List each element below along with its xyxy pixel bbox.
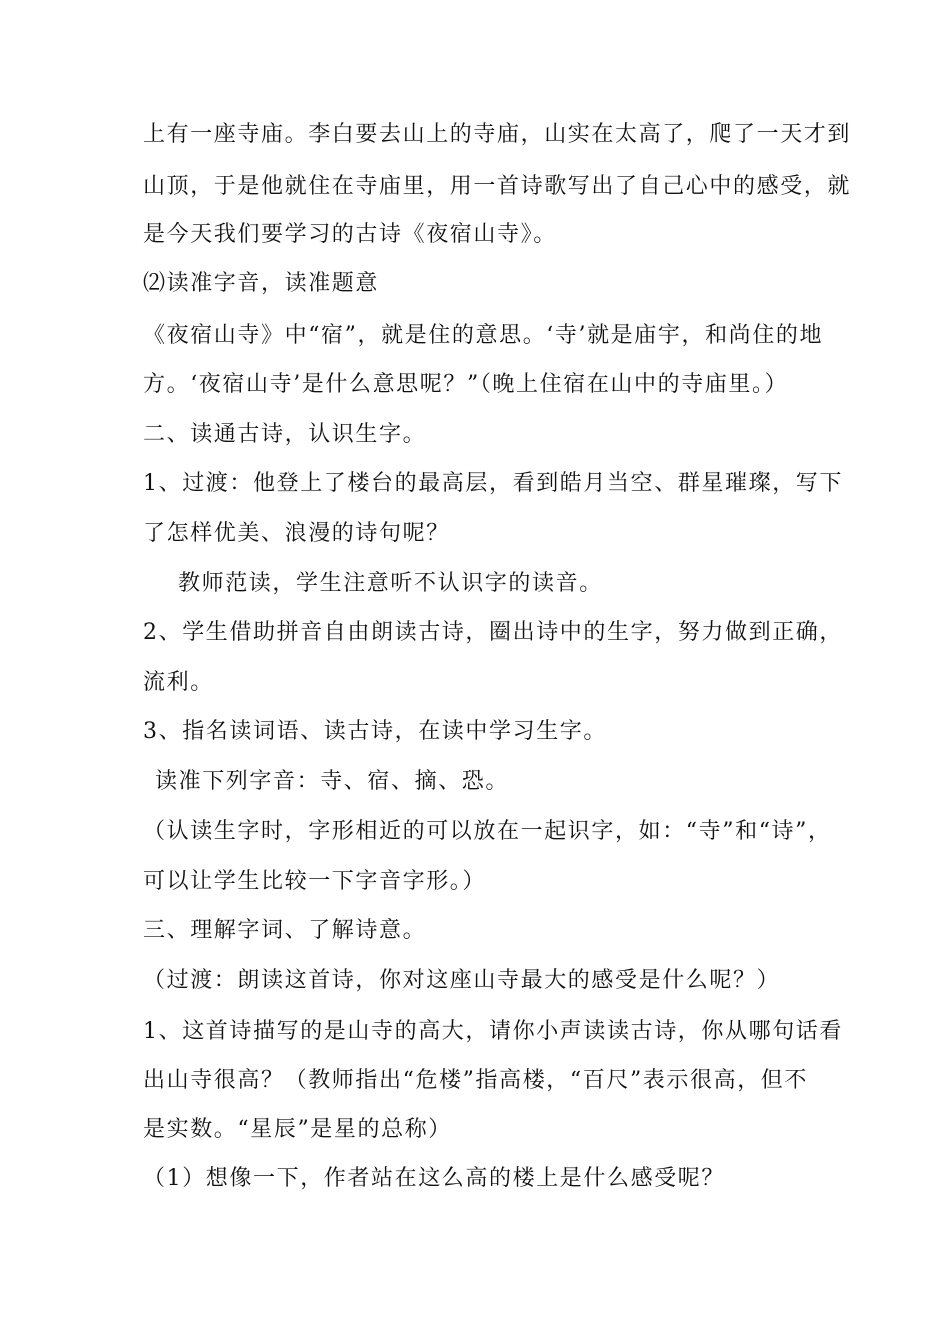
paragraph-line: 是实数。“星辰”是星的总称） xyxy=(143,1117,452,1142)
paragraph-line: 流利。 xyxy=(143,670,214,695)
section-heading: 三、理解字词、了解诗意。 xyxy=(143,918,427,943)
paragraph-line: 山顶，于是他就住在寺庙里，用一首诗歌写出了自己心中的感受，就 xyxy=(143,174,852,199)
paragraph-line: 方。‘夜宿山寺’是什么意思呢？”（晚上住宿在山中的寺庙里。） xyxy=(143,372,789,397)
paragraph-line: （认读生字时，字形相近的可以放在一起识字，如：“寺”和“诗”， xyxy=(143,819,832,844)
paragraph-line: 3、指名读词语、读古诗，在读中学习生字。 xyxy=(143,719,607,744)
section-heading: 二、读通古诗，认识生字。 xyxy=(143,422,427,447)
paragraph-line: 《夜宿山寺》中“宿”，就是住的意思。‘寺’就是庙宇，和尚住的地 xyxy=(143,323,824,348)
paragraph-line: 读准下列字音：寺、宿、摘、恐。 xyxy=(155,769,510,794)
paragraph-line: 了怎样优美、浪漫的诗句呢？ xyxy=(143,521,450,546)
paragraph-line: 教师范读，学生注意听不认识字的读音。 xyxy=(178,571,603,596)
paragraph-line: 1、这首诗描写的是山寺的高大，请你小声读读古诗，你从哪句话看 xyxy=(143,1019,843,1044)
paragraph-line: 出山寺很高？（教师指出“危楼”指高楼，“百尺”表示很高，但不 xyxy=(143,1068,808,1093)
paragraph-line: 上有一座寺庙。李白要去山上的寺庙，山实在太高了，爬了一天才到 xyxy=(143,122,852,147)
paragraph-line: （过渡：朗读这首诗，你对这座山寺最大的感受是什么呢？） xyxy=(143,968,781,993)
paragraph-line: 可以让学生比较一下字音字形。） xyxy=(143,869,487,894)
paragraph-line: 1、过渡：他登上了楼台的最高层，看到皓月当空、群星璀璨，写下 xyxy=(143,471,843,496)
section-heading: ⑵读准字音，读准题意 xyxy=(143,271,380,296)
paragraph-line: 是今天我们要学习的古诗《夜宿山寺》。 xyxy=(143,222,557,247)
paragraph-line: 2、学生借助拼音自由朗读古诗，圈出诗中的生字，努力做到正确， xyxy=(143,620,843,645)
paragraph-line: （1）想像一下，作者站在这么高的楼上是什么感受呢？ xyxy=(143,1166,725,1191)
